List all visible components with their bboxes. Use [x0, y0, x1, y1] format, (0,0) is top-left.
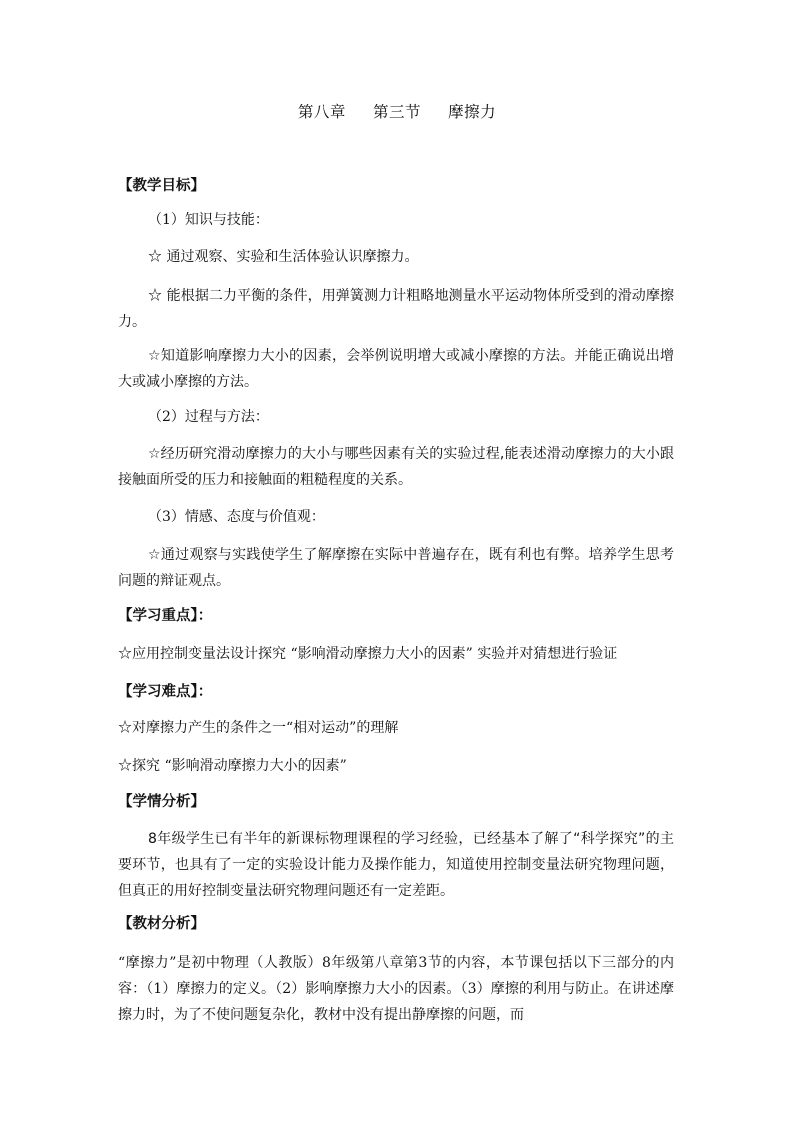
- student-analysis-text: 8年级学生已有半年的新课标物理课程的学习经验，已经基本了解了“科学探究”的主要环节，也具有了一定的实验设计能力及操作能力，知道使用控制变量法研究物理问题，但真正的用好控制变量法研究物理问题还有一定差距。: [118, 831, 674, 899]
- textbook-analysis-heading: 【教材分析】: [118, 915, 205, 932]
- objective-process-1: ☆经历研究滑动摩擦力的大小与哪些因素有关的实验过程,能表述滑动摩擦力的大小跟接触面所受的压力和接触面的粗糙程度的关系。: [118, 446, 674, 488]
- key-points-heading: 【学习重点】：: [118, 607, 213, 624]
- student-analysis-heading: 【学情分析】: [118, 793, 205, 810]
- objectives-heading: 【教学目标】: [118, 177, 205, 194]
- difficulty-item-2: ☆探究 “影响滑动摩擦力大小的因素”: [118, 758, 347, 774]
- difficulty-item-1: ☆对摩擦力产生的条件之一“相对运动”的理解: [118, 720, 399, 736]
- objectives-sub-knowledge: （1）知识与技能：: [148, 212, 269, 228]
- objective-knowledge-2: ☆ 能根据二力平衡的条件，用弹簧测力计粗略地测量水平运动物体所受到的滑动摩擦力。: [118, 288, 674, 330]
- objective-knowledge-3: ☆知道影响摩擦力大小的因素，会举例说明增大或减小摩擦的方法。并能正确说出增大或减小摩擦的方法。: [118, 348, 674, 390]
- key-point-item: ☆应用控制变量法设计探究 “影响滑动摩擦力大小的因素” 实验并对猜想进行验证: [118, 646, 618, 662]
- difficulties-heading: 【学习难点】：: [118, 683, 213, 700]
- objective-attitude-1: ☆通过观察与实践使学生了解摩擦在实际中普遍存在，既有利也有弊。培养学生思考问题的辩证观点。: [118, 547, 674, 589]
- page-title: 第八章 第三节 摩擦力: [297, 103, 497, 121]
- textbook-analysis-text: “摩擦力”是初中物理（人教版）8年级第八章第3节的内容，本节课包括以下三部分的内容：（1）摩擦力的定义。（2）影响摩擦力大小的因素。（3）摩擦的利用与防止。在讲述摩擦力时，为了不使问题复杂化，教材中没有提出静摩擦的问题，而: [118, 955, 674, 1023]
- objectives-sub-process: （2）过程与方法：: [148, 409, 269, 425]
- objectives-sub-attitude: （3）情感、态度与价值观：: [148, 509, 325, 525]
- objective-knowledge-1: ☆ 通过观察、实验和生活体验认识摩擦力。: [148, 249, 419, 265]
